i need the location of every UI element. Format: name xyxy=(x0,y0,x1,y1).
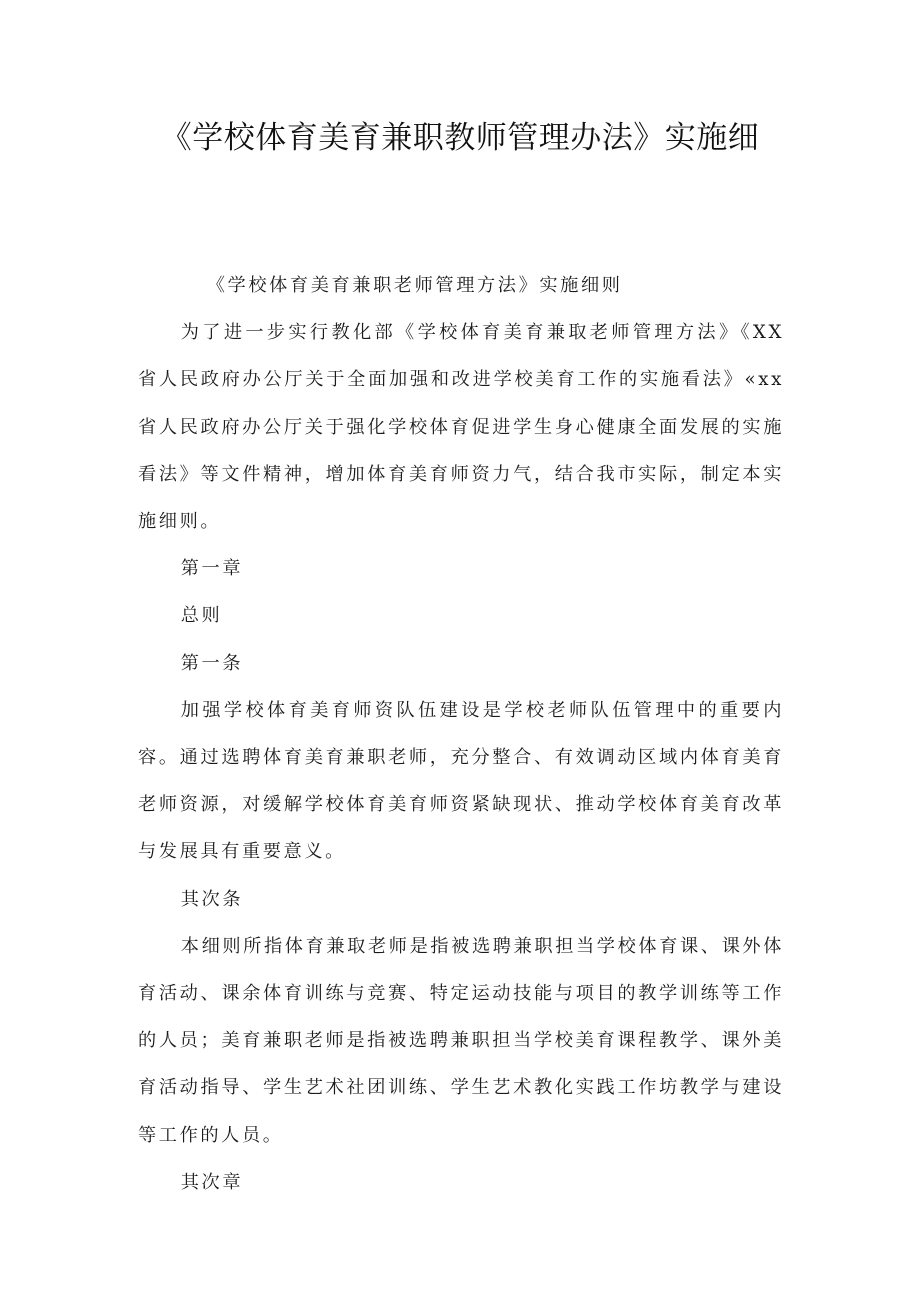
document-body xyxy=(138,262,784,1206)
article-1-paragraph: 加强学校体育美育师资队伍建设是学校老师队伍管理中的重要内容。通过选聘体育美育兼职老师，充分整合、有效调动区域内体育美育老师资源，对缓解学校体育美育师资紧缺现状、推动学校体育美育改革与发展具有重要意义。 xyxy=(138,699,784,863)
article-1-heading: 第一条 xyxy=(180,652,244,674)
document-title: 《学校体育美育兼职教师管理办法》实施细 xyxy=(160,120,760,156)
article-2-paragraph: 本细则所指体育兼取老师是指被选聘兼职担当学校体育课、课外体育活动、课余体育训练与竞赛、特定运动技能与项目的教学训练等工作的人员；美育兼职老师是指被选聘兼职担当学校美育课程教学、课外美育活动指导、学生艺术社团训练、学生艺术教化实践工作坊教学与建设等工作的人员。 xyxy=(138,935,784,1146)
document-subtitle: 《学校体育美育兼职老师管理方法》实施细则 xyxy=(206,275,623,296)
article-2-heading: 其次条 xyxy=(180,888,244,910)
chapter-1-title: 总则 xyxy=(180,605,223,627)
intro-paragraph: 为了进一步实行教化部《学校体育美育兼取老师管理方法》《XX省人民政府办公厅关于全面加强和改进学校美育工作的实施看法》«xx省人民政府办公厅关于强化学校体育促进学生身心健康全面发展的实施看法》等文件精神，增加体育美育师资力气，结合我市实际，制定本实施细则。 xyxy=(138,322,784,533)
chapter-1-heading: 第一章 xyxy=(180,558,244,580)
chapter-2-heading: 其次章 xyxy=(180,1171,244,1193)
